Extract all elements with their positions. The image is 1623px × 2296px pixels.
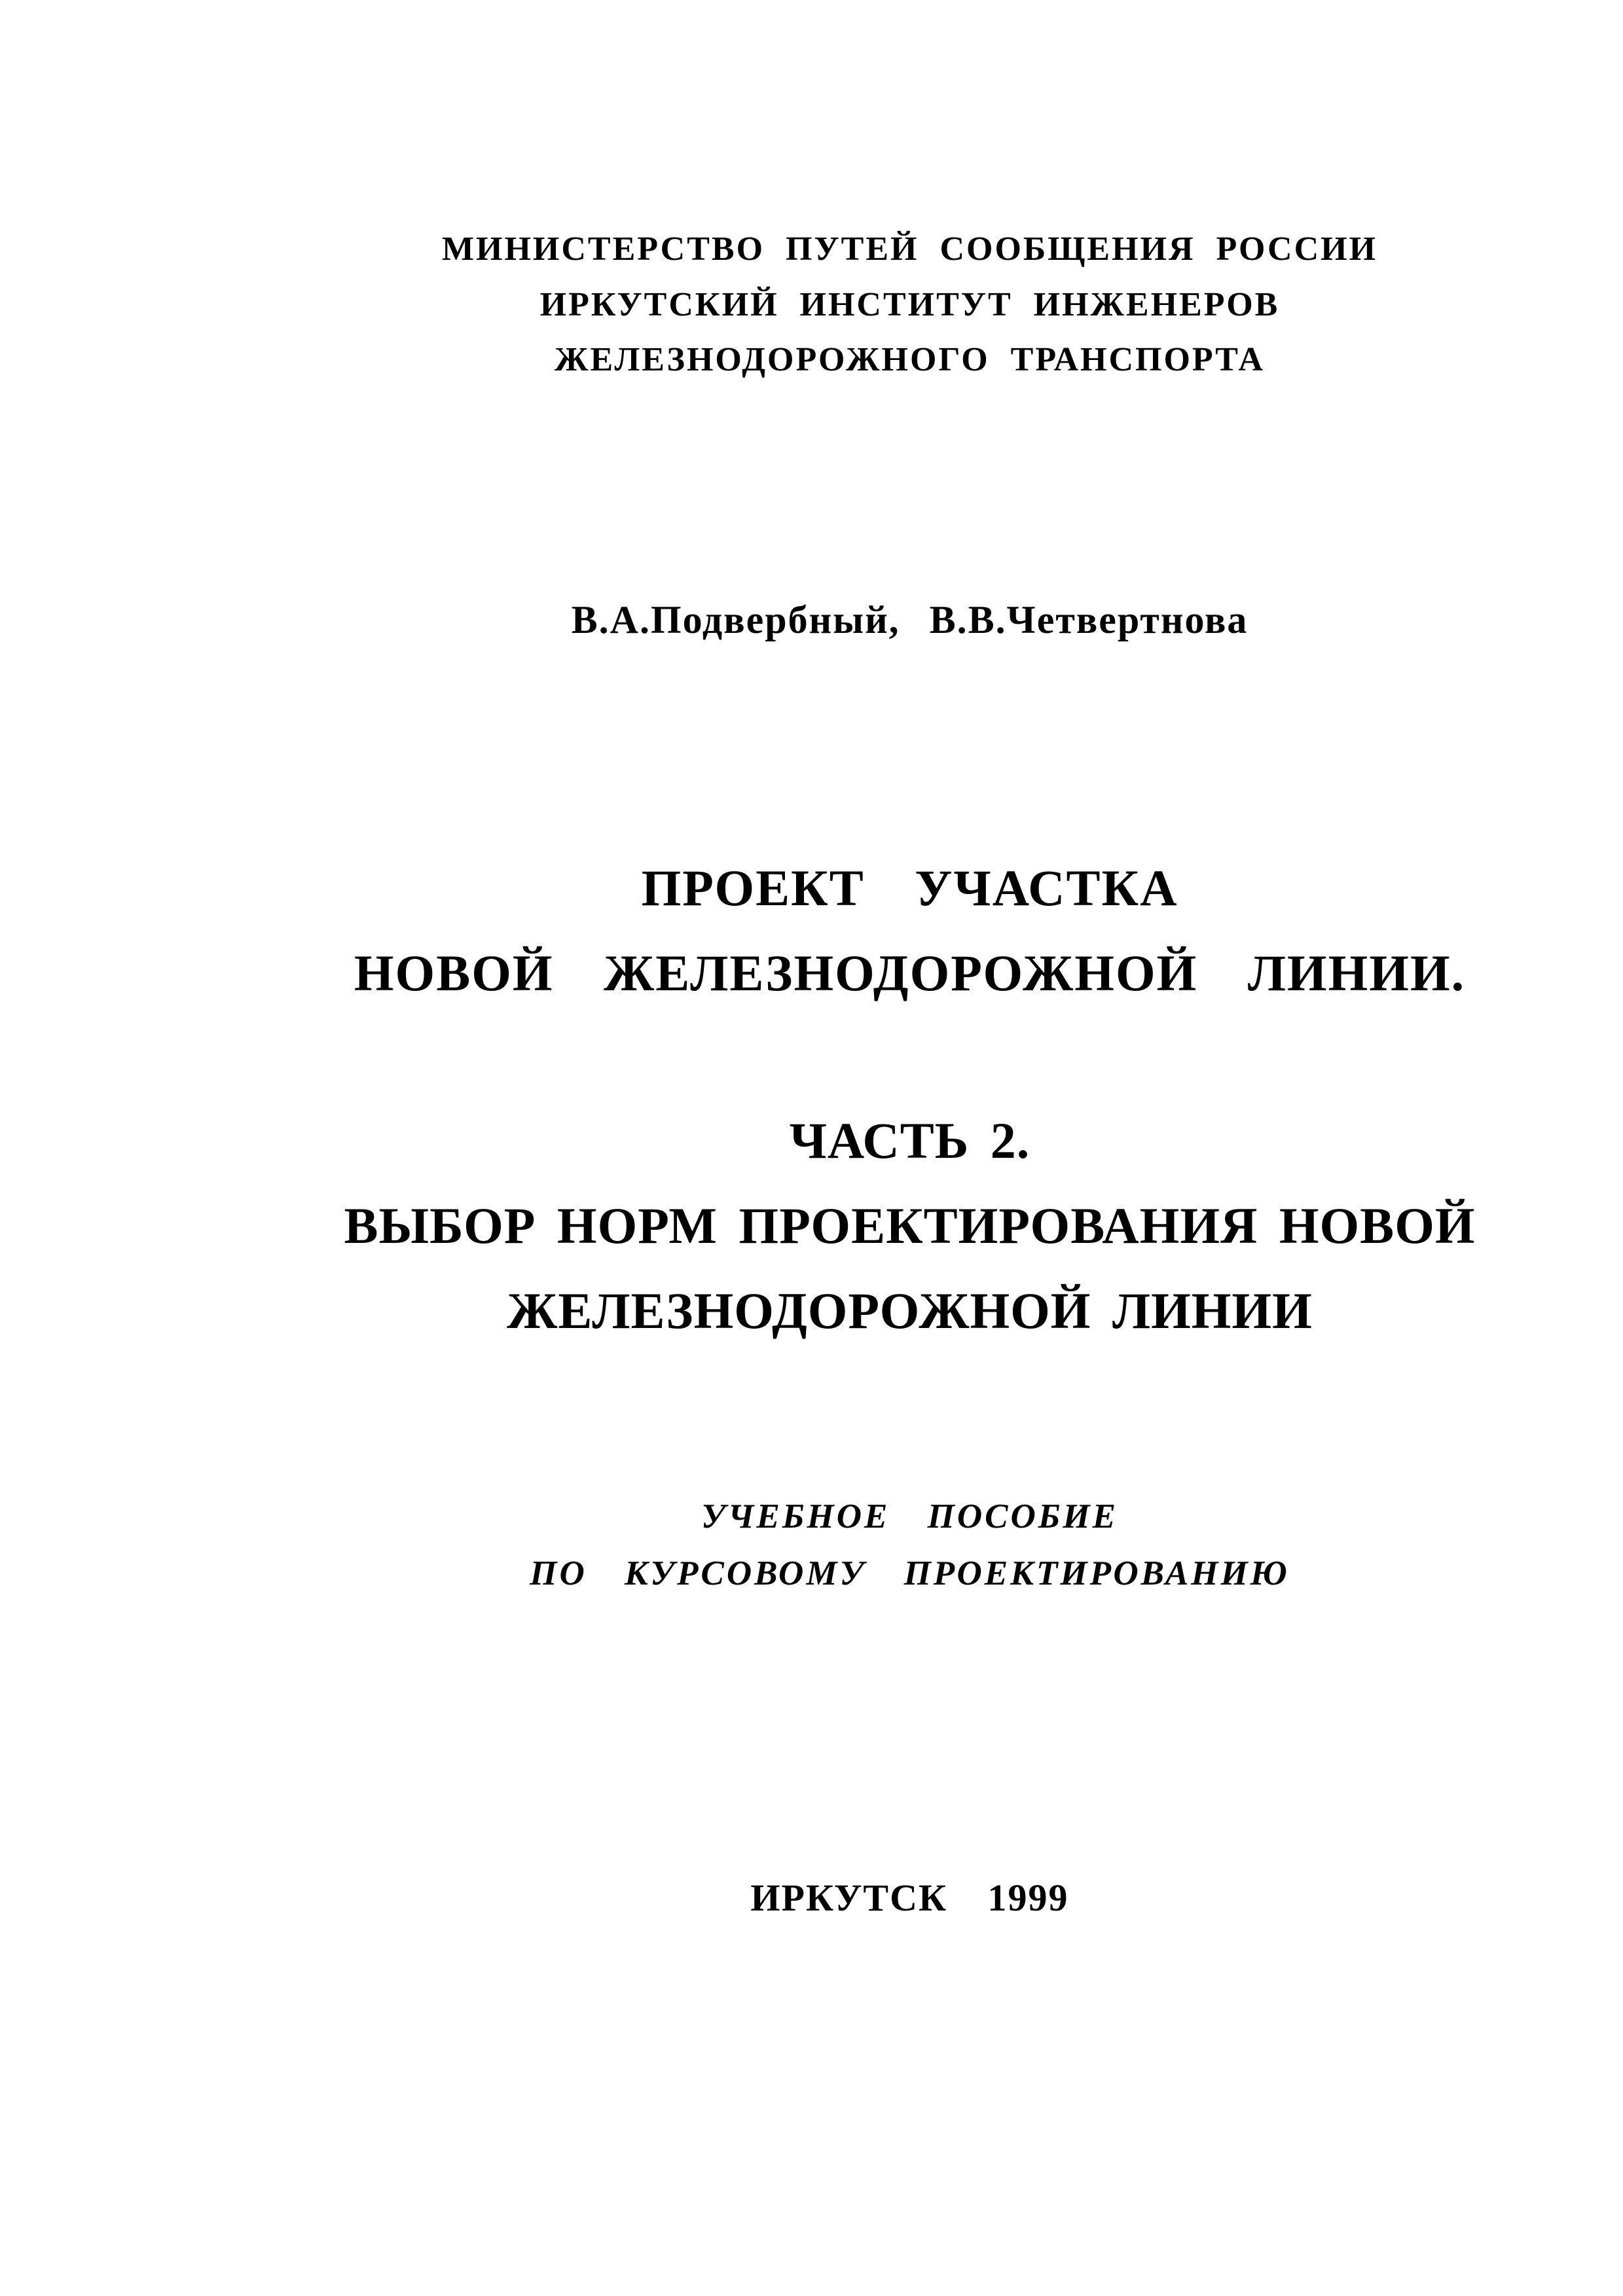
institution-line-3: ЖЕЛЕЗНОДОРОЖНОГО ТРАНСПОРТА [555, 341, 1265, 378]
part-number: ЧАСТЬ 2. [789, 1112, 1030, 1169]
institution-line-1: МИНИСТЕРСТВО ПУТЕЙ СООБЩЕНИЯ РОССИИ [441, 230, 1378, 268]
institution-line-2: ИРКУТСКИЙ ИНСТИТУТ ИНЖЕНЕРОВ [539, 286, 1280, 323]
book-title-line-2: НОВОЙ ЖЕЛЕЗНОДОРОЖНОЙ ЛИНИИ. [354, 944, 1466, 1001]
part-title-line-1: ВЫБОР НОРМ ПРОЕКТИРОВАНИЯ НОВОЙ [344, 1197, 1476, 1254]
subtitle-line-2: ПО КУРСОВОМУ ПРОЕКТИРОВАНИЮ [530, 1554, 1290, 1592]
authors: В.А.Подвербный, В.В.Четвертнова [571, 598, 1249, 641]
imprint-city-year: ИРКУТСК 1999 [750, 1876, 1069, 1919]
subtitle-line-1: УЧЕБНОЕ ПОСОБИЕ [701, 1498, 1118, 1535]
book-title-line-1: ПРОЕКТ УЧАСТКА [641, 859, 1178, 916]
part-title-line-2: ЖЕЛЕЗНОДОРОЖНОЙ ЛИНИИ [507, 1282, 1313, 1339]
